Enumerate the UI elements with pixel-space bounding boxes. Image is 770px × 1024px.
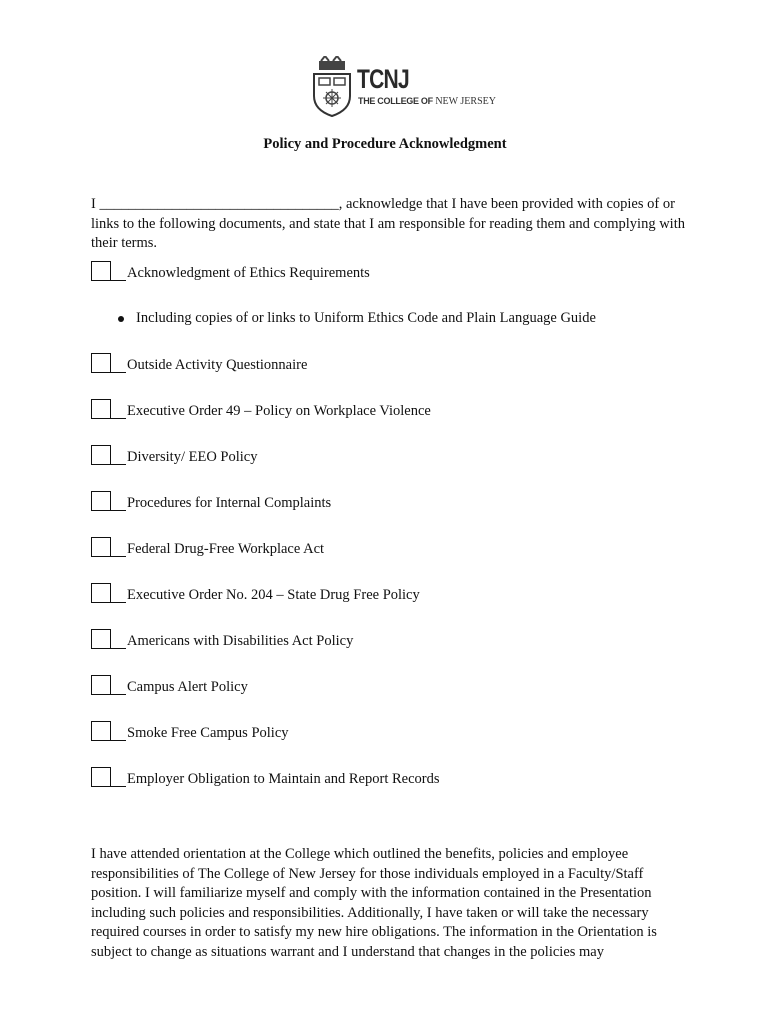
checkbox[interactable] <box>91 353 111 373</box>
blank-line <box>111 357 126 373</box>
tcnj-logo <box>307 52 496 122</box>
document-item <box>91 579 420 603</box>
document-item <box>91 671 248 695</box>
logo-subtitle-strong: THE COLLEGE OF <box>358 96 433 106</box>
blank-line <box>111 403 126 419</box>
checkbox[interactable] <box>91 445 111 465</box>
blank-line <box>111 449 126 465</box>
document-label: Smoke Free Campus Policy <box>127 725 289 741</box>
blank-line <box>111 679 126 695</box>
blank-line <box>111 633 126 649</box>
checkbox[interactable] <box>91 721 111 741</box>
logo-subtitle-rest: NEW JERSEY <box>435 96 496 107</box>
document-item <box>91 487 331 511</box>
document-label: Federal Drug-Free Workplace Act <box>127 541 325 557</box>
checkbox[interactable] <box>91 537 111 557</box>
document-item <box>91 717 289 741</box>
checkbox[interactable] <box>91 767 111 787</box>
document-label: Employer Obligation to Maintain and Report Records <box>127 771 440 787</box>
document-item <box>91 395 431 419</box>
intro-paragraph: I _________________________________, acknowledge that I have been provided with copies of or links to the following documents, and state that I am responsible for reading them and complying with their terms. <box>91 196 685 251</box>
document-item <box>91 625 353 649</box>
checkbox[interactable] <box>91 399 111 419</box>
blank-line <box>111 587 126 603</box>
blank-line <box>111 541 126 557</box>
document-item <box>91 533 324 557</box>
document-label: Americans with Disabilities Act Policy <box>127 633 354 649</box>
ethics-bullet <box>118 310 596 327</box>
document-item <box>91 441 258 465</box>
document-label: Procedures for Internal Complaints <box>127 495 332 511</box>
document-label: Executive Order 49 – Policy on Workplace Violence <box>127 403 431 419</box>
ethics-bullet-text: Including copies of or links to Uniform Ethics Code and Plain Language Guide <box>136 310 596 326</box>
document-item <box>91 763 440 787</box>
page-title: Policy and Procedure Acknowledgment <box>263 136 507 152</box>
logo-wordmark: TCNJ <box>357 64 409 94</box>
checkbox[interactable] <box>91 583 111 603</box>
blank-line <box>111 771 126 787</box>
checkbox[interactable] <box>91 675 111 695</box>
document-label: Acknowledgment of Ethics Requirements <box>127 265 370 281</box>
bullet-dot-icon <box>118 316 124 322</box>
closing-paragraph: I have attended orientation at the College which outlined the benefits, policies and employee responsibilities of The College of New Jersey for those individuals employed in a Faculty/Staff position. I will familiarize myself and comply with the information contained in the Presentation including such policies and responsibilities. Additionally, I have taken or will take the necessary required courses in order to satisfy my new hire obligations. The information in the Orientation is subject to change as situations warrant and I understand that changes in the policies may <box>91 846 657 960</box>
logo-subtitle <box>358 97 496 107</box>
checkbox[interactable] <box>91 261 111 281</box>
document-item <box>91 349 307 373</box>
document-label: Diversity/ EEO Policy <box>127 449 258 465</box>
blank-line <box>111 495 126 511</box>
document-label: Executive Order No. 204 – State Drug Free Policy <box>127 587 420 603</box>
document-label: Campus Alert Policy <box>127 679 248 695</box>
checkbox[interactable] <box>91 629 111 649</box>
document-label: Outside Activity Questionnaire <box>127 357 308 373</box>
blank-line <box>111 265 126 281</box>
document-item <box>91 257 370 281</box>
blank-line <box>111 725 126 741</box>
checkbox[interactable] <box>91 491 111 511</box>
college-seal-icon <box>311 56 353 118</box>
